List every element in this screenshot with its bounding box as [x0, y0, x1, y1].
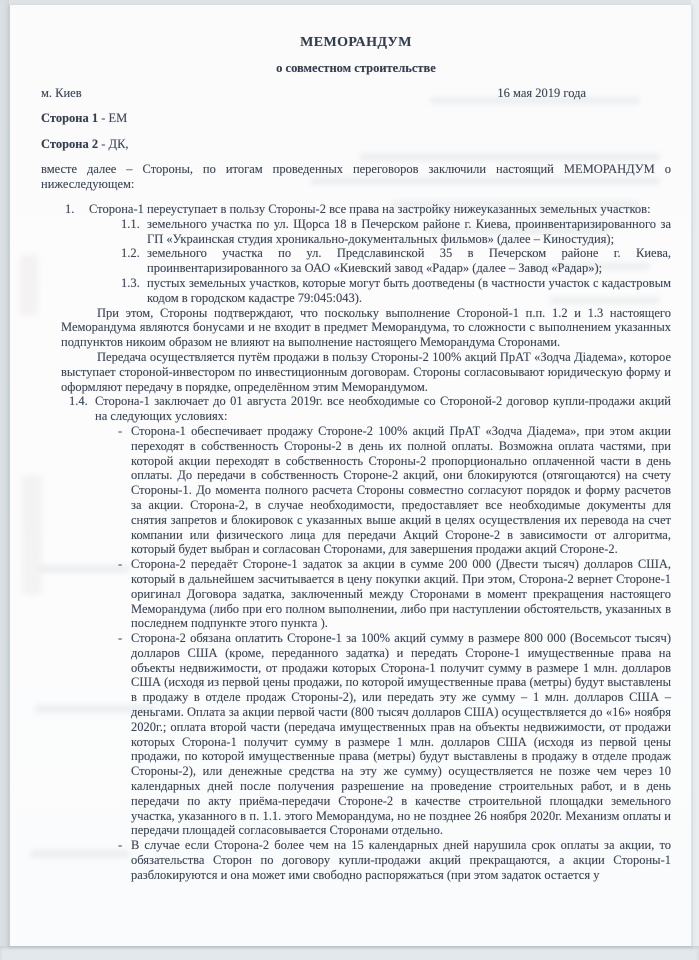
place-date-row — [41, 86, 671, 101]
bullet-deposit — [116, 557, 671, 631]
dash-bullet-marker: - — [118, 557, 123, 572]
party-1-value: - ЕМ — [101, 110, 128, 125]
document-date: 16 мая 2019 года — [497, 86, 586, 100]
clause-1-2 — [121, 246, 671, 276]
party-1-label: Сторона 1 — [41, 110, 99, 125]
place-city: м. Киев — [41, 86, 82, 100]
memorandum-page — [9, 5, 692, 946]
photo-edge-left — [0, 0, 9, 960]
document-subtitle: о совместном строительстве — [276, 61, 436, 75]
clause-1-4-number: 1.4. — [69, 394, 88, 409]
bullet-share-sale-terms-text: Сторона-1 обеспечивает продажу Стороне-2 100% акций ПрАТ «Зодча Діадема», при этом акции переходят в собственность Стороны-2 в день их полной оплаты. Возможна оплата частями, при которой акции переходят в собственность Стороны-2 пропорционально оплаченной части в день оплаты. До передачи в собственность Стороне-2 акций, они блокируются (отягощаются) на счету Стороны-1. До момента полного расчета Стороны совместно согласуют порядок и форму расчетов за акции. Сторона-2, в случае необходимости, предоставляет все необходимые документы для снятия запретов и блокировок с указанных выше акций в целях осуществления их перевода на счет компании или физического лица для передачи Акций Стороне-2 в зависимости от алгоритма, который будет выбран и согласован Сторонами, для завершения продажи акций Стороне-2. — [131, 423, 671, 557]
clause-1-3-number: 1.3. — [121, 275, 140, 290]
dash-bullet-marker: - — [118, 631, 123, 646]
party-1-line — [41, 111, 671, 126]
clause-1-2-text: земельного участка по ул. Предславинской 35 в Печерском районе г. Киева, проинвентаризированного за ОАО «Киевский завод «Радар» (далее – Завод «Радар»); — [147, 246, 671, 276]
bullet-payment-terms-text: Сторона-2 обязана оплатить Стороне-1 за 100% акций сумму в размере 800 000 (Восемьсот тысяч) долларов США (кроме, переданного задатка) и передать Стороне-1 имущественные права на объекты недвижимости, от продажи которых Сторона-1 получит сумму в размере 1 млн. долларов США (исходя из первой цены продажи, по которой имущественные права (метры) будут выставлены в продажу в отделе продаж Стороны-2), или передать эту же сумму – 1 млн. долларов США – деньгами. Оплата за акции первой части (800 тысяч долларов США) осуществляется до «16» ноября 2020г.; оплата второй части (передача имущественных прав на объекты недвижимости, от продажи которых Сторона-1 получит сумму в размере 1 млн. долларов США (исходя из первой цены продажи, по которой имущественные права (метры) будут выставлены в продажу в отделе продаж Стороны-2), или денежные средства на эту же сумму) осуществляется не позже чем через 10 календарных дней после получения разрешение на проведение строительных работ, и в день передачи по акту приёма-передачи Стороне-2 в качестве строительной площадки земельного участка, указанного в п. 1.1. этого Меморандума, но не позднее 26 ноября 2020г. Механизм оплаты и передачи площадей согласовывается Сторонами отдельно. — [131, 631, 671, 838]
clause-1-1 — [121, 217, 671, 247]
clause-1-4 — [69, 394, 671, 424]
clause-1-text: Сторона-1 переуступает в пользу Стороны-2 все права на застройку нижеуказанных земельных участков: — [89, 201, 651, 216]
bullet-deposit-text: Сторона-2 передаёт Стороне-1 задаток за акции в сумме 200 000 (Двести тысяч) долларов США, который в дальнейшем засчитывается в цену покупки акций. При этом, Сторона-2 вернет Стороне-1 оригинал Договора задатка, заключенный между Сторонами в момент прекращения настоящего Меморандума (либо при его полном выполнении, либо при наступлении обстоятельств, указанных в последнем подпункте этого пункта ). — [131, 557, 671, 631]
clause-1-1-number: 1.1. — [121, 216, 140, 231]
clause-1-3-text: пустых земельных участков, которые могут быть доотведены (в частности участок с кадастровым кодом в городском кадастре 79:045:043). — [147, 275, 671, 305]
photo-edge-right — [691, 0, 699, 960]
clause-1-3 — [121, 276, 671, 306]
bullet-payment-terms — [116, 631, 671, 838]
clause-1-4-text: Сторона-1 заключает до 01 августа 2019г. все необходимые со Стороной-2 договор купли-продажи акций на следующих условиях: — [95, 394, 671, 424]
party-2-value: - ДК, — [101, 136, 129, 151]
clause-1-transfer-paragraph: Передача осуществляется путём продажи в пользу Стороны-2 100% акций ПрАТ «Зодча Діадема», которое выступает стороной-инвестором по инвестиционным договорам. Стороны согласовывают юридическую форму и оформляют передачу в порядке, определённом этим Меморандумом. — [61, 349, 671, 394]
dash-bullet-marker: - — [118, 423, 123, 438]
clause-1 — [65, 202, 671, 306]
photo-edge-bottom — [0, 946, 699, 960]
party-2-line — [41, 137, 671, 152]
document-content — [41, 35, 671, 883]
dash-bullet-marker: - — [118, 838, 123, 853]
clause-1-1-text: земельного участка по ул. Щорса 18 в Печерском районе г. Киева, проинвентаризированного за ГП «Украинская студия хроникально-документальных фильмов» (далее – Киностудия); — [147, 216, 671, 246]
bullet-share-sale-terms — [116, 424, 671, 557]
party-2-label: Сторона 2 — [41, 136, 99, 151]
bullet-breach-terms-text: В случае если Сторона-2 более чем на 15 календарных дней нарушила срок оплаты за акции, то обязательства Сторон по договору купли-продажи акций прекращаются, а акции Стороны-1 разблокируются и она может ими свободно распоряжаться (при этом задаток остается у — [131, 838, 671, 882]
intro-paragraph: вместе далее – Стороны, по итогам проведенных переговоров заключили настоящий МЕМОРАНДУМ о нижеследующем: — [41, 162, 671, 192]
document-title: МЕМОРАНДУМ — [300, 35, 412, 50]
clause-1-2-number: 1.2. — [121, 246, 140, 261]
clause-1-number: 1. — [65, 201, 75, 216]
bullet-breach-terms — [116, 838, 671, 882]
clause-1-note-paragraph: При этом, Стороны подтверждают, что поскольку выполнение Стороной-1 п.п. 1.2 и 1.3 настоящего Меморандума являются бонусами и не входит в предмет Меморандума, то сложности с выполнением указанных подпунктов никоим образом не влияют на выполнение настоящего Меморандума Сторонами. — [61, 305, 671, 350]
